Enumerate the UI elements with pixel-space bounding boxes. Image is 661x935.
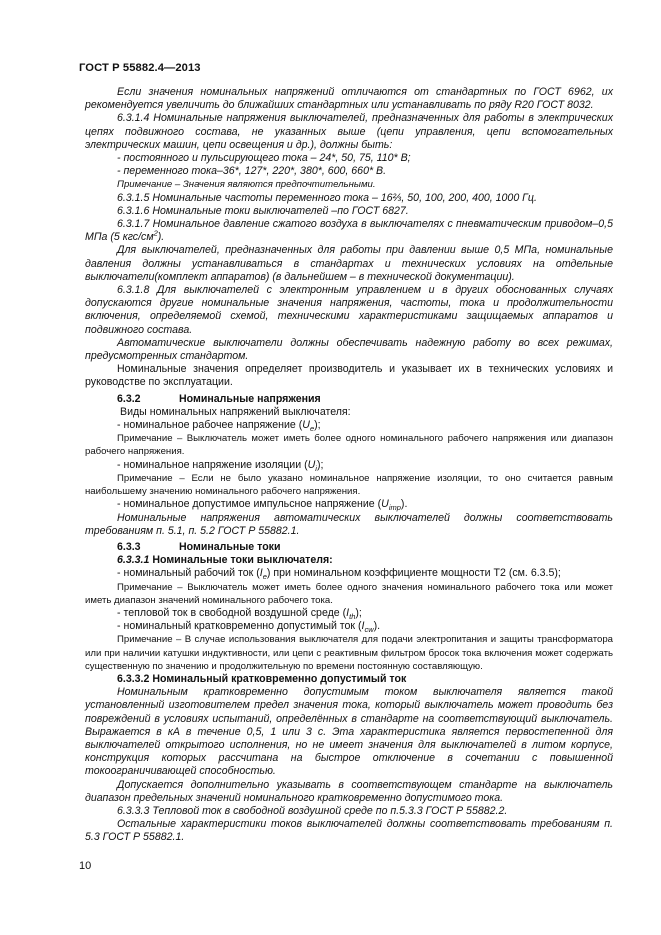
note: Примечание – В случае использования выключателя для подачи электропитания и защиты трансформатора или при наличии катушки индуктивности, или цепи с реактивным фильтром бросок тока включения может содержать существенную по значению и продолжительную по времени постоянную составляющую.: [85, 634, 613, 672]
list-text: - номинальное допустимое импульсное напряжение (: [117, 498, 382, 511]
list-item: [85, 567, 613, 580]
subscript: cw: [364, 625, 374, 635]
symbol: I: [361, 620, 365, 633]
list-text-end: );: [355, 606, 362, 619]
list-text-end: ).: [400, 498, 408, 511]
symbol: I: [259, 567, 263, 580]
clause-6-3-1-6: 6.3.1.6 Номинальные токи выключателей –по ГОСТ 6827.: [117, 204, 409, 217]
clause-6-3-1-8: 6.3.1.8 Для выключателей с электронным управлением и в других обоснованных случаях допускаются другие номинальные значения напряжения, частоты, тока и продолжительности включения, определяемой схемой, техническими характеристиками защищаемых аппаратов и подвижного состава.: [85, 284, 613, 336]
list-text: - тепловой ток в свободной воздушной среде (: [117, 606, 347, 619]
section-title: Номинальные напряжения: [179, 392, 321, 405]
clause-6-3-3-3: 6.3.3.3 Тепловой ток в свободной воздушной среде по п.5.3.3 ГОСТ Р 55882.2.: [117, 804, 508, 817]
clause-6-3-1-4: 6.3.1.4 Номинальные напряжения выключателей, предназначенных для работы в электрических цепях подвижного состава, не указанных выше (цепи управления, цепи вспомогательных электрических машин, цепи освещения и др.), должны быть:: [85, 112, 613, 151]
subsection-number: 6.3.3.1: [117, 554, 150, 567]
subscript: th: [349, 612, 356, 622]
list-item: [85, 498, 613, 511]
list-text-end: );: [316, 458, 324, 471]
paragraph: Номинальные значения определяет производитель и указывает их в технических условиях и руководстве по эксплуатации.: [85, 363, 613, 389]
symbol: U: [302, 419, 310, 432]
subsection-title: Номинальные токи выключателя:: [149, 554, 333, 567]
clause-text-end: ).: [157, 231, 165, 244]
clause-text: 6.3.1.7 Номинальное давление сжатого воздуха в выключателях с пневматическим приводом–0,5 МПа (5 кгс/см: [85, 218, 613, 244]
list-item: [85, 620, 613, 633]
document-body: [85, 86, 613, 845]
list-item: [85, 459, 613, 472]
list-text-end: ).: [373, 620, 381, 633]
symbol: U: [381, 498, 389, 511]
list-text-end: ) при номинальном коэффициенте мощности Т2 (см. 6.3.5);: [266, 567, 561, 580]
section-heading-6-3-3: [85, 541, 613, 554]
clause-6-3-1-7: [85, 218, 613, 244]
list-item: [85, 607, 613, 620]
subscript: imp: [388, 503, 401, 513]
note: Примечание – Выключатель может иметь более одного значения номинального рабочего тока или может иметь диапазон значений номинального рабочего тока.: [85, 581, 613, 606]
section-title: Номинальные токи: [179, 540, 281, 553]
subsection-heading-6-3-3-1: [85, 554, 613, 567]
list-text: - номинальное рабочее напряжение (: [117, 419, 303, 432]
superscript: 2: [153, 228, 158, 238]
paragraph: Для выключателей, предназначенных для работы при давлении выше 0,5 МПа, номинальные давления должны устанавливаться в стандартах и технических условиях на отдельные выключатели(комплект аппаратов) (в дальнейшем – в технической документации).: [85, 244, 613, 283]
paragraph: Виды номинальных напряжений выключателя:: [120, 405, 351, 418]
list-text: - номинальный рабочий ток (: [117, 567, 260, 580]
page-header: ГОСТ Р 55882.4—2013: [79, 62, 201, 74]
section-number: 6.3.3: [117, 540, 141, 553]
subscript: i: [315, 463, 317, 473]
paragraph: Номинальным кратковременно допустимым током выключателя является такой установленный изготовителем предел значения тока, который выключатель может проводить без повреждений в условиях испытаний, определённых в стандарте на соответствующий выключатель. Выражается в кА в течение 0,5, 1 или 3 с. Эта характеристика является первостепенной для выключателей открытого исполнения, но не имеет значения для выключателей в литом корпусе, конструкция которых рассчитана на быстрое отключение в сочетании с повышенной токоограничивающей способностью.: [85, 686, 613, 778]
list-item: [85, 419, 613, 432]
paragraph: Номинальные напряжения автоматических выключателей должны соответствовать требованиям п. 5.1, п. 5.2 ГОСТ Р 55882.1.: [85, 511, 613, 537]
list-item: - переменного тока–36*, 127*, 220*, 380*, 600, 660* В.: [117, 165, 387, 178]
paragraph: Автоматические выключатели должны обеспечивать надежную работу во всех режимах, предусмотренных стандартом.: [85, 336, 613, 363]
list-text: - номинальный кратковременно допустимый ток (: [117, 620, 362, 633]
clause-6-3-1-5: 6.3.1.5 Номинальные частоты переменного тока – 16⅔, 50, 100, 200, 400, 1000 Гц.: [117, 191, 537, 204]
subsection-heading-6-3-3-2: 6.3.3.2 Номинальный кратковременно допустимый ток: [117, 672, 407, 685]
section-number: 6.3.2: [117, 392, 141, 405]
subscript: e: [262, 572, 267, 582]
paragraph: Допускается дополнительно указывать в соответствующем стандарте на выключатель диапазон предельных значений номинального кратковременно допустимого тока.: [85, 778, 613, 804]
list-item: - постоянного и пульсирующего тока – 24*, 50, 75, 110* В;: [117, 152, 411, 165]
subscript: e: [309, 424, 315, 434]
paragraph: Если значения номинальных напряжений отличаются от стандартных по ГОСТ 6962, их рекомендуется увеличить до ближайших стандартных или устанавливать по ряду R20 ГОСТ 8032.: [85, 86, 613, 112]
symbol: I: [346, 606, 350, 619]
symbol: U: [307, 458, 316, 471]
note: Примечание – Если не было указано номинальное напряжение изоляции, то оно считается равным наибольшему значению номинального рабочего напряжения.: [85, 472, 613, 498]
list-text: - номинальное напряжение изоляции (: [117, 458, 308, 471]
note: Примечание – Выключатель может иметь более одного номинального рабочего напряжения или диапазон рабочего напряжения.: [85, 433, 613, 458]
section-heading-6-3-2: [85, 393, 613, 406]
paragraph: Остальные характеристики токов выключателей должны соответствовать требованиям п. 5.3 ГОСТ Р 55882.1.: [85, 818, 613, 844]
note: Примечание – Значения являются предпочтительными.: [117, 179, 376, 191]
page-number: 10: [79, 860, 92, 872]
list-text-end: );: [314, 419, 321, 432]
